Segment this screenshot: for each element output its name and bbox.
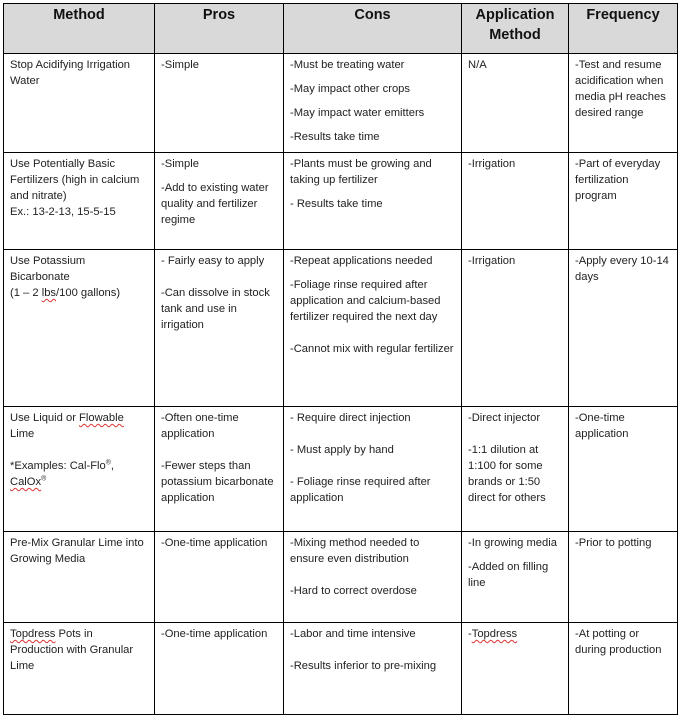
cons-item: -Foliage rinse required after application and calcium-based fertilizer required the next day [290,279,441,323]
cons-item: -May impact other crops [290,83,410,95]
cell-method [4,407,155,532]
header-row [4,4,678,54]
cons-item: -Plants must be growing and taking up fertilizer [290,158,432,186]
application-item: -1:1 dilution at 1:100 for some brands or 1:50 direct for others [468,444,546,504]
method-text-part: Pots in Production with Granular Lime [10,628,134,672]
pros-item: -Simple [161,158,199,170]
cell-frequency [569,250,678,407]
cons-item: -Must be treating water [290,59,405,71]
cell-cons [284,153,462,250]
pros-item: -Add to existing water quality and fertilizer regime [161,182,269,226]
header-frequency: Frequency [569,4,678,54]
table-row [4,407,678,532]
rate-suffix: /100 gallons) [56,287,121,299]
frequency-item: -At potting or during production [575,628,662,656]
cell-cons [284,54,462,153]
method-text [10,626,148,674]
cell-pros [155,407,284,532]
cell-method [4,532,155,623]
rate-unit: lbs [41,287,57,299]
cell-application [462,250,569,407]
cell-method [4,153,155,250]
method-examples [10,458,148,490]
cell-cons [284,407,462,532]
cons-item: -Mixing method needed to ensure even distribution [290,537,420,565]
cons-item: - Require direct injection [290,412,411,424]
table-row [4,250,678,407]
application-part: - [468,628,472,640]
table-row [4,532,678,623]
lime-methods-table [3,3,678,715]
cons-item: -Repeat applications needed [290,255,433,267]
method-text-part: Flowable [79,412,124,424]
cons-item: -Hard to correct overdose [290,585,417,597]
example-part: , [110,460,115,472]
cons-item: -Results take time [290,131,380,143]
cell-application [462,54,569,153]
table-row [4,153,678,250]
example-part: *Examples: Cal-Flo [10,460,106,472]
method-text: Stop Acidifying Irrigation Water [10,59,131,87]
method-text: Use Potassium Bicarbonate [10,255,86,283]
cell-frequency [569,532,678,623]
cell-method [4,250,155,407]
application-item: -Added on filling line [468,561,549,589]
cell-pros [155,623,284,715]
cons-item: -Labor and time intensive [290,628,416,640]
method-example: Ex.: 13-2-13, 15-5-15 [10,206,116,218]
header-method: Method [4,4,155,54]
cell-pros [155,153,284,250]
registered-mark: ® [105,459,111,467]
method-text [10,410,148,442]
table-row [4,54,678,153]
cell-frequency [569,407,678,532]
application-item [468,626,562,642]
method-text-part: Use Liquid or [10,412,80,424]
application-item: -Irrigation [468,255,516,267]
cell-method [4,54,155,153]
application-item: -Direct injector [468,412,541,424]
registered-mark: ® [41,475,47,483]
method-text-part: Topdress [10,628,56,640]
cell-frequency [569,623,678,715]
method-text: Use Potentially Basic Fertilizers (high in calcium and nitrate) [10,158,140,202]
cell-cons [284,250,462,407]
pros-item: -One-time application [161,628,268,640]
pros-item: -Simple [161,59,199,71]
cell-method [4,623,155,715]
cons-item: -Cannot mix with regular fertilizer [290,343,454,355]
pros-item: -Often one-time application [161,412,239,440]
frequency-item: -One-time application [575,412,629,440]
frequency-item: -Prior to potting [575,537,652,549]
cell-application [462,407,569,532]
frequency-item: -Part of everyday fertilization program [575,158,661,202]
rate-prefix: (1 – 2 [10,287,42,299]
application-part: Topdress [471,628,518,640]
application-item: -In growing media [468,537,557,549]
cell-application [462,153,569,250]
cons-item: - Must apply by hand [290,444,394,456]
cons-item: -May impact water emitters [290,107,425,119]
pros-item: - Fairly easy to apply [161,255,265,267]
method-rate [10,285,148,301]
pros-item: -Can dissolve in stock tank and use in irrigation [161,287,270,331]
cell-cons [284,532,462,623]
table-row [4,623,678,715]
cell-pros [155,54,284,153]
cell-frequency [569,54,678,153]
cell-application [462,532,569,623]
header-application-method: Application Method [462,4,569,54]
frequency-item: -Apply every 10-14 days [575,255,669,283]
cell-pros [155,532,284,623]
method-text-part: Lime [10,428,35,440]
application-item: -Irrigation [468,158,516,170]
header-cons: Cons [284,4,462,54]
cell-application [462,623,569,715]
cons-item: - Results take time [290,198,383,210]
cons-item: - Foliage rinse required after application [290,476,431,504]
header-pros: Pros [155,4,284,54]
method-text: Pre-Mix Granular Lime into Growing Media [10,537,144,565]
application-item: N/A [468,59,487,71]
example-part: CalOx [10,476,42,488]
frequency-item: -Test and resume acidification when media pH reaches desired range [575,59,666,119]
cons-item: -Results inferior to pre-mixing [290,660,437,672]
cell-cons [284,623,462,715]
pros-item: -One-time application [161,537,268,549]
cell-pros [155,250,284,407]
pros-item: -Fewer steps than potassium bicarbonate application [161,460,274,504]
cell-frequency [569,153,678,250]
